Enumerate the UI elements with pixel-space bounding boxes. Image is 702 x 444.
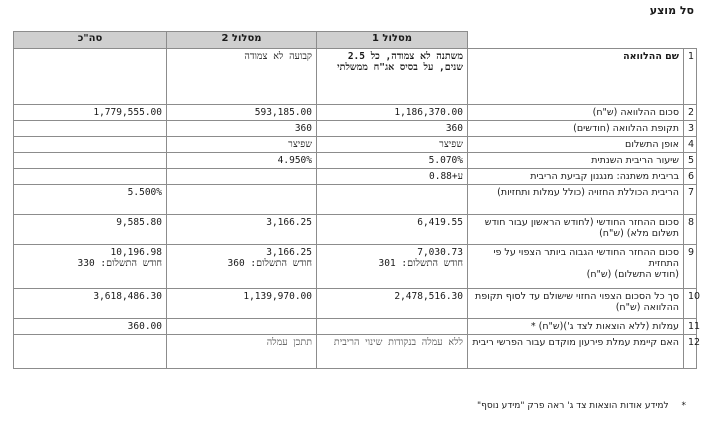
row-number: 7	[684, 185, 697, 215]
track1-cell: 5.070%	[317, 153, 468, 169]
track1-cell: ע+0.88	[317, 169, 468, 185]
table-row	[14, 49, 697, 105]
row-label: הריבית הכוללת החזויה (כולל עמלות ותחזיות)	[468, 185, 684, 215]
total-cell: 9,585.80	[14, 215, 167, 245]
table-row	[14, 335, 697, 369]
total-cell: 5.500%	[14, 185, 167, 215]
row-label: תקופת ההלוואה (חודשים)	[468, 121, 684, 137]
row-label: שיעור הריבית השנתית	[468, 153, 684, 169]
header-track-1: מסלול 1	[317, 32, 468, 49]
peak-month: חודש התשלום: 301	[378, 258, 463, 269]
total-cell	[14, 245, 167, 289]
row-number: 6	[684, 169, 697, 185]
peak-month: חודש התשלום: 330	[77, 258, 162, 269]
total-cell	[14, 137, 167, 153]
total-cell	[14, 153, 167, 169]
table-row	[14, 137, 697, 153]
total-cell: 3,618,486.30	[14, 289, 167, 319]
total-cell: 1,779,555.00	[14, 105, 167, 121]
track2-cell	[167, 319, 317, 335]
table-row	[14, 319, 697, 335]
track1-cell: ללא עמלה בנקודות שינוי הריבית	[317, 335, 468, 369]
row-number: 12	[684, 335, 697, 369]
total-cell	[14, 335, 167, 369]
track1-cell: משתנה לא צמודה, כל 2.5 שנים, על בסיס אג"ח ממשלתי	[317, 49, 468, 105]
footnote-text: למידע אודות הוצאות צד ג' ראה פרק "מידע נוסף"	[477, 401, 669, 411]
peak-amount: 3,166.25	[266, 247, 312, 258]
row-number: 11	[684, 319, 697, 335]
track1-cell: 2,478,516.30	[317, 289, 468, 319]
total-cell	[14, 121, 167, 137]
track1-cell: 360	[317, 121, 468, 137]
footnote-star: *	[681, 401, 686, 411]
track1-cell	[317, 319, 468, 335]
header-total: סה"כ	[14, 32, 167, 49]
row-label: סכום ההחזר החודשי (לחודש הראשון עבור חודש תשלום מלא) (ש"ח)	[468, 215, 684, 245]
page-title: סל מוצע	[649, 4, 694, 17]
track1-cell	[317, 245, 468, 289]
row-label: סך כל הסכום הצפוי החזוי שישולם עד לסוף תקופת ההלוואה (ש"ח)	[468, 289, 684, 319]
track2-cell: 360	[167, 121, 317, 137]
table-row	[14, 169, 697, 185]
row-label: עמלות (ללא הוצאות לצד ג')(ש"ח) *	[468, 319, 684, 335]
row-label: שם ההלוואה	[468, 49, 684, 105]
table-row	[14, 121, 697, 137]
track2-cell	[167, 185, 317, 215]
row-number: 5	[684, 153, 697, 169]
row-label: אופן התשלום	[468, 137, 684, 153]
table-row	[14, 153, 697, 169]
row-number: 2	[684, 105, 697, 121]
row-label: סכום ההלוואה (ש"ח)	[468, 105, 684, 121]
row-number: 3	[684, 121, 697, 137]
footnote	[477, 401, 686, 411]
track2-cell	[167, 245, 317, 289]
header-blank	[468, 32, 697, 49]
track2-cell: 3,166.25	[167, 215, 317, 245]
track1-cell	[317, 185, 468, 215]
row-number: 1	[684, 49, 697, 105]
track2-cell: תתכן עמלה	[167, 335, 317, 369]
peak-amount: 7,030.73	[417, 247, 463, 258]
table-header-row	[14, 32, 697, 49]
row-label: האם קיימת עמלת פירעון מוקדם עבור הפרשי ריבית	[468, 335, 684, 369]
track2-cell: קבועה לא צמודה	[167, 49, 317, 105]
table-row	[14, 245, 697, 289]
track2-cell: 593,185.00	[167, 105, 317, 121]
row-number: 8	[684, 215, 697, 245]
total-cell	[14, 169, 167, 185]
total-cell	[14, 49, 167, 105]
peak-month: חודש התשלום: 360	[227, 258, 312, 269]
table-row	[14, 215, 697, 245]
table-row	[14, 289, 697, 319]
row-number: 4	[684, 137, 697, 153]
row-label	[468, 245, 684, 289]
row-number: 9	[684, 245, 697, 289]
row-label-main: סכום ההחזר החודשי הגבוה ביותר הצפוי על פי התחזית	[493, 247, 679, 269]
track1-cell: 6,419.55	[317, 215, 468, 245]
peak-amount: 10,196.98	[110, 247, 162, 258]
track2-cell: 4.950%	[167, 153, 317, 169]
row-number: 10	[684, 289, 697, 319]
table-row	[14, 105, 697, 121]
track2-cell: שפיצר	[167, 137, 317, 153]
table-row	[14, 185, 697, 215]
track1-cell: 1,186,370.00	[317, 105, 468, 121]
total-cell: 360.00	[14, 319, 167, 335]
track1-cell: שפיצר	[317, 137, 468, 153]
header-track-2: מסלול 2	[167, 32, 317, 49]
track2-cell: 1,139,970.00	[167, 289, 317, 319]
loan-comparison-table	[13, 31, 701, 369]
track2-cell	[167, 169, 317, 185]
row-label-sub: (חודש התשלום) (ש"ח)	[586, 269, 679, 280]
row-label: בריבית משתנה: מנגנון קביעת הריבית	[468, 169, 684, 185]
